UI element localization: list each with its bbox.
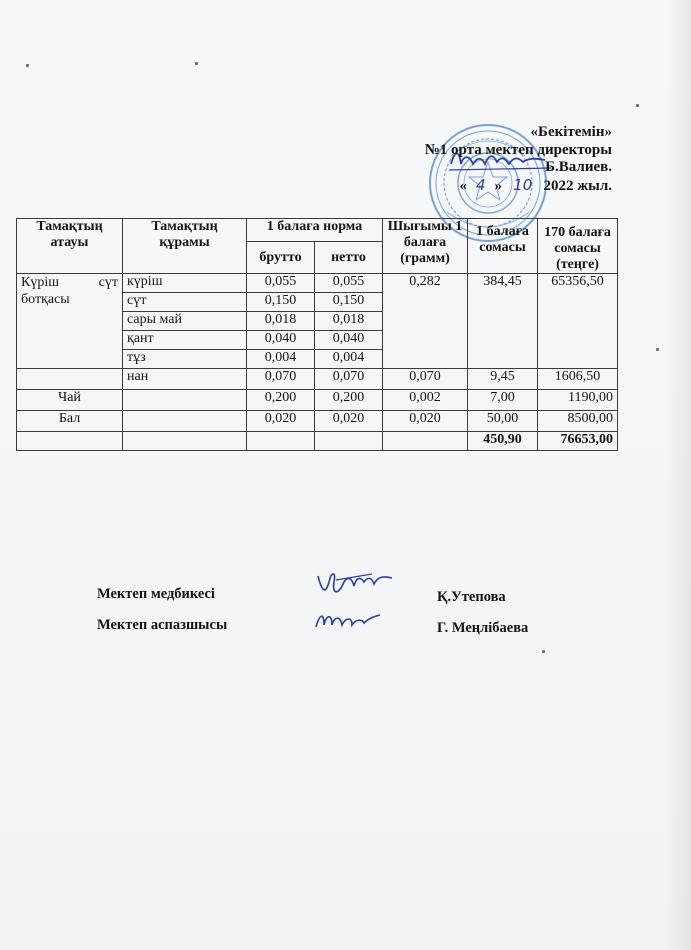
empty-cell — [123, 390, 247, 411]
kuresh-total: 65356,50 — [538, 274, 618, 369]
kuresh-per-child: 384,45 — [468, 274, 538, 369]
date-day: 4 — [475, 175, 486, 194]
empty-cell — [17, 432, 123, 451]
table-header-row — [17, 219, 618, 242]
scan-speck — [542, 650, 545, 653]
ingredient-brutto: 0,004 — [247, 350, 315, 369]
dish-kuresh: Күріш сүт ботқасы — [17, 274, 123, 369]
nan-brutto: 0,070 — [247, 369, 315, 390]
bal-dish: Бал — [17, 411, 123, 432]
ingredient-name: күріш — [123, 274, 247, 293]
chai-per-child: 7,00 — [468, 390, 538, 411]
empty-cell — [123, 411, 247, 432]
scan-speck — [195, 62, 198, 65]
empty-cell — [247, 432, 315, 451]
table-row — [17, 390, 618, 411]
header-total-sum: 170 балаға сомасы (теңге) — [538, 219, 618, 274]
scan-speck — [26, 64, 29, 67]
bal-total: 8500,00 — [538, 411, 618, 432]
chai-netto: 0,200 — [315, 390, 383, 411]
bal-brutto: 0,020 — [247, 411, 315, 432]
total-sum: 76653,00 — [538, 432, 618, 451]
empty-cell — [315, 432, 383, 451]
table-row — [17, 369, 618, 390]
cook-signature-row — [97, 617, 557, 648]
header-composition: Тамақтың құрамы — [123, 219, 247, 274]
ingredient-brutto: 0,040 — [247, 331, 315, 350]
header-per-child-sum: 1 балаға сомасы — [468, 219, 538, 274]
approval-director-name: Б.Валиев. — [545, 159, 612, 175]
kuresh-output: 0,282 — [383, 274, 468, 369]
ingredient-name: сары май — [123, 312, 247, 331]
total-per-child: 450,90 — [468, 432, 538, 451]
scan-edge-shadow — [665, 0, 691, 950]
nan-name: нан — [123, 369, 247, 390]
nurse-role: Мектеп медбикесі — [97, 586, 215, 602]
approval-position: №1 орта мектеп директоры — [424, 141, 612, 158]
ingredient-brutto: 0,150 — [247, 293, 315, 312]
ingredient-brutto: 0,018 — [247, 312, 315, 331]
nan-netto: 0,070 — [315, 369, 383, 390]
scan-speck — [636, 104, 639, 107]
ingredient-netto: 0,040 — [315, 331, 383, 350]
header-brutto: брутто — [247, 242, 315, 274]
nan-output: 0,070 — [383, 369, 468, 390]
header-norm: 1 балаға норма — [247, 219, 383, 242]
cook-signature — [312, 607, 384, 635]
ingredient-netto: 0,018 — [315, 312, 383, 331]
cook-name: Г. Меңлібаева — [437, 620, 529, 636]
menu-table — [16, 218, 618, 451]
approval-block — [425, 124, 612, 195]
empty-cell — [17, 369, 123, 390]
ingredient-netto: 0,004 — [315, 350, 383, 369]
date-month: 10 — [513, 175, 533, 194]
cook-role: Мектеп аспазшысы — [97, 617, 228, 633]
ingredient-netto: 0,150 — [315, 293, 383, 312]
table-row — [17, 411, 618, 432]
header-dish-name: Тамақтың атауы — [17, 219, 123, 274]
table-total-row — [17, 432, 618, 451]
ingredient-name: қант — [123, 331, 247, 350]
table-row — [17, 274, 618, 293]
ingredient-netto: 0,055 — [315, 274, 383, 293]
bal-output: 0,020 — [383, 411, 468, 432]
ingredient-name: тұз — [123, 350, 247, 369]
scan-speck — [656, 348, 659, 351]
chai-total: 1190,00 — [538, 390, 618, 411]
header-output: Шығымы 1 балаға (грамм) — [383, 219, 468, 274]
signatures-block — [97, 586, 557, 648]
empty-cell — [123, 432, 247, 451]
approval-date: « 4 » 10 2022 жыл. — [459, 175, 612, 194]
nurse-name: Қ.Утепова — [437, 589, 506, 605]
bal-netto: 0,020 — [315, 411, 383, 432]
ingredient-brutto: 0,055 — [247, 274, 315, 293]
bal-per-child: 50,00 — [468, 411, 538, 432]
chai-dish: Чай — [17, 390, 123, 411]
nan-total: 1606,50 — [538, 369, 618, 390]
empty-cell — [383, 432, 468, 451]
nan-per-child: 9,45 — [468, 369, 538, 390]
ingredient-name: сүт — [123, 293, 247, 312]
header-netto: нетто — [315, 242, 383, 274]
chai-output: 0,002 — [383, 390, 468, 411]
approval-heading: «Бекітемін» — [530, 124, 612, 140]
nurse-signature — [312, 568, 396, 602]
chai-brutto: 0,200 — [247, 390, 315, 411]
